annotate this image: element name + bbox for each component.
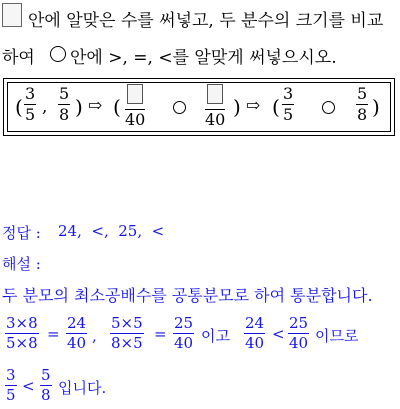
arrow-icon: ⇨ (88, 96, 103, 116)
paren-open: ( (272, 95, 280, 119)
fraction-3-5 (282, 86, 294, 123)
question-line-2-prefix: 하여 (2, 48, 35, 68)
fraction-5-8 (356, 86, 368, 123)
less-than-sign: < (272, 325, 285, 343)
equals-sign: = (154, 325, 167, 343)
fraction-denominator: 8 (357, 105, 368, 124)
text-imeuro: 이므로 (315, 327, 359, 345)
comma: , (42, 97, 48, 117)
comma: , (92, 327, 97, 345)
fraction-denominator: 8 (59, 105, 70, 124)
comparison-circle-icon (173, 101, 186, 114)
less-than-sign: < (22, 377, 35, 395)
fraction-24-40: 24 40 (245, 314, 265, 352)
fraction-numerator: 5 (357, 84, 368, 103)
fraction-numerator: 3 (25, 84, 36, 103)
question-line-2: 안에 >, =, <를 알맞게 써넣으시오. (70, 48, 337, 68)
text-igo: 이고 (201, 327, 230, 345)
paren-close: ) (372, 95, 380, 119)
fraction-3-5: 3 5 (6, 366, 16, 404)
explanation-line-1: 두 분모의 최소공배수를 공통분모로 하여 통분합니다. (2, 286, 373, 305)
paren-close: ) (233, 95, 241, 119)
paren-open: ( (113, 95, 121, 119)
fraction-denominator: 5 (283, 105, 294, 124)
fraction-denominator: 40 (125, 110, 146, 129)
arrow-icon: ⇨ (246, 96, 261, 116)
numerator-blank-box (207, 84, 223, 104)
fraction-3x8-5x8: 3×8 5×8 (6, 314, 38, 352)
paren-close: ) (75, 95, 83, 119)
comparison-circle-icon (50, 46, 66, 62)
explanation-label: 해설 : (2, 255, 41, 273)
fraction-blank-40 (205, 84, 225, 128)
answer-blank-box (2, 3, 22, 27)
answer-values: 24, <, 25, < (58, 222, 165, 240)
fraction-25-40: 25 40 (174, 314, 194, 352)
fraction-5-8 (58, 86, 70, 123)
fraction-blank-40 (125, 84, 145, 128)
fraction-25-40: 25 40 (289, 314, 309, 352)
fraction-numerator: 3 (283, 84, 294, 103)
fraction-numerator: 5 (59, 84, 70, 103)
fraction-5-8: 5 8 (41, 366, 51, 404)
fraction-denominator: 5 (25, 105, 36, 124)
comparison-circle-icon (322, 101, 335, 114)
question-line-1: 안에 알맞은 수를 써넣고, 두 분수의 크기를 비교 (28, 11, 384, 31)
numerator-blank-box (127, 84, 143, 104)
fraction-denominator: 40 (205, 110, 226, 129)
fraction-3-5 (24, 86, 36, 123)
fraction-5x5-8x5: 5×5 8×5 (111, 314, 143, 352)
answer-label: 정답 : (2, 224, 41, 242)
equals-sign: = (47, 325, 60, 343)
fraction-24-40: 24 40 (67, 314, 87, 352)
text-ipnida: 입니다. (58, 379, 107, 397)
paren-open: ( (15, 95, 23, 119)
